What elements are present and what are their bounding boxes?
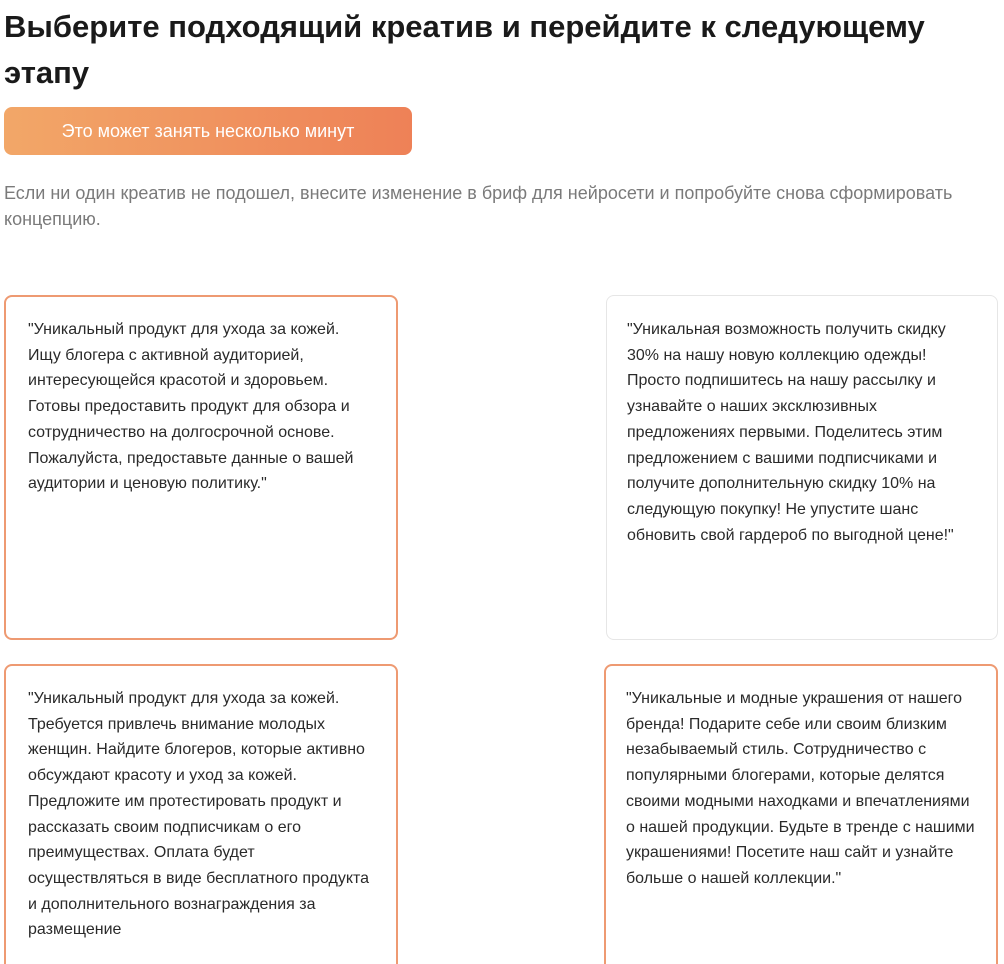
creative-card-2[interactable] [606,295,998,640]
creative-card-text: "Уникальный продукт для ухода за кожей. Требуется привлечь внимание молодых женщин. Найдите блогеров, которые активно обсуждают красоту и уход за кожей. Предложите им протестировать продукт и рассказать своим подписчикам о его преимуществах. Оплата будет осуществляться в виде бесплатного продукта и дополнительного вознаграждения за размещение [28,690,370,939]
creative-card-text: "Уникальная возможность получить скидку 30% на нашу новую коллекцию одежды! Просто подпишитесь на нашу рассылку и узнавайте о наших эксклюзивных предложениях первыми. Поделитесь этим предложением с вашими подписчиками и получите дополнительную скидку 10% на следующую покупку! Не упустите шанс обновить свой гардероб по выгодной цене!" [627,321,954,544]
processing-status-button[interactable]: Это может занять несколько минут [4,107,412,155]
instruction-text: Если ни один креатив не подошел, внесите изменение в бриф для нейросети и попробуйте снова сформировать концепцию. [4,183,953,229]
page-title: Выберите подходящий креатив и перейдите к следующему этапу [4,9,925,90]
creative-card-4[interactable] [604,664,998,964]
creative-card-text: "Уникальный продукт для ухода за кожей. Ищу блогера с активной аудиторией, интересующейся красотой и здоровьем. Готовы предоставить продукт для обзора и сотрудничество на долгосрочной основе. Пожалуйста, предоставьте данные о вашей аудитории и ценовую политику." [28,321,354,493]
creative-card-text: "Уникальные и модные украшения от нашего бренда! Подарите себе или своим близким незабываемый стиль. Сотрудничество с популярными блогерами, которые делятся своими модными находками и впечатлениями о нашей продукции. Будьте в тренде с нашими украшениями! Посетите наш сайт и узнайте больше о нашей коллекции." [626,690,975,887]
creative-card-1[interactable] [4,295,398,640]
creative-card-3[interactable] [4,664,398,964]
